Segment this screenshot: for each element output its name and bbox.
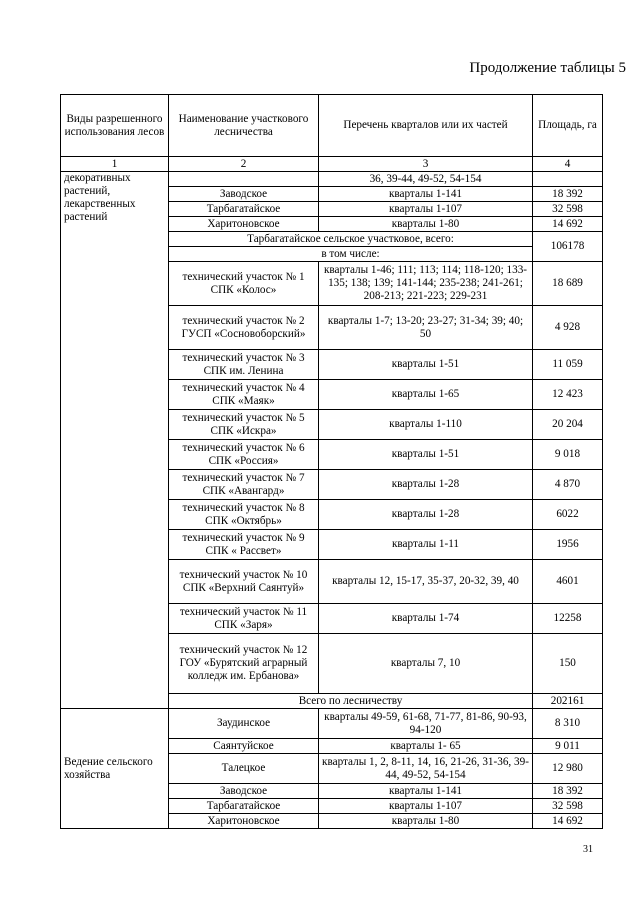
forestry-cell xyxy=(169,172,319,187)
area-cell: 12258 xyxy=(533,604,603,634)
area-cell: 12 980 xyxy=(533,754,603,784)
area-cell: 4 870 xyxy=(533,470,603,500)
forestry-cell: Заводское xyxy=(169,187,319,202)
page-number: 31 xyxy=(583,844,593,855)
col-number: 1 xyxy=(61,157,169,172)
header-use-type: Виды разрешенного использования лесов xyxy=(61,95,169,157)
quarters-cell: кварталы 1- 65 xyxy=(319,739,533,754)
forestry-cell: Тарбагатайское xyxy=(169,202,319,217)
total-area: 202161 xyxy=(533,694,603,709)
header-area: Площадь, га xyxy=(533,95,603,157)
forestry-cell: Талецкое xyxy=(169,754,319,784)
forestry-cell: Заводское xyxy=(169,784,319,799)
forestry-cell: технический участок № 11 СПК «Заря» xyxy=(169,604,319,634)
area-cell: 32 598 xyxy=(533,799,603,814)
forestry-cell: Саянтуйское xyxy=(169,739,319,754)
quarters-cell: 36, 39-44, 49-52, 54-154 xyxy=(319,172,533,187)
forestry-cell: технический участок № 6 СПК «Россия» xyxy=(169,440,319,470)
quarters-cell: кварталы 1-7; 13-20; 23-27; 31-34; 39; 40; 50 xyxy=(319,306,533,350)
forestry-cell: Тарбагатайское xyxy=(169,799,319,814)
col-number: 2 xyxy=(169,157,319,172)
quarters-cell: кварталы 1-51 xyxy=(319,440,533,470)
header-quarters: Перечень кварталов или их частей xyxy=(319,95,533,157)
area-cell: 4 928 xyxy=(533,306,603,350)
area-cell: 9 018 xyxy=(533,440,603,470)
forestry-cell: технический участок № 9 СПК « Рассвет» xyxy=(169,530,319,560)
table-row xyxy=(61,709,603,739)
quarters-cell: кварталы 1-46; 111; 113; 114; 118-120; 133-135; 138; 139; 141-144; 235-238; 241-261; 208-213; 221-223; 229-231 xyxy=(319,262,533,306)
area-cell: 8 310 xyxy=(533,709,603,739)
forestry-cell: Харитоновское xyxy=(169,814,319,829)
area-cell: 18 392 xyxy=(533,187,603,202)
area-cell: 150 xyxy=(533,634,603,694)
use-type-decorative: декоративных растений, лекарственных растений xyxy=(61,172,169,709)
table-caption: Продолжение таблицы 5 xyxy=(469,60,626,76)
area-cell: 6022 xyxy=(533,500,603,530)
quarters-cell: кварталы 1-141 xyxy=(319,784,533,799)
area-cell: 9 011 xyxy=(533,739,603,754)
area-cell: 32 598 xyxy=(533,202,603,217)
quarters-cell: кварталы 1-141 xyxy=(319,187,533,202)
quarters-cell: кварталы 1-80 xyxy=(319,814,533,829)
forestry-cell: технический участок № 2 ГУСП «Сосновоборский» xyxy=(169,306,319,350)
header-forestry: Наименование участкового лесничества xyxy=(169,95,319,157)
quarters-cell: кварталы 1-107 xyxy=(319,202,533,217)
area-cell: 14 692 xyxy=(533,217,603,232)
quarters-cell: кварталы 1-74 xyxy=(319,604,533,634)
forestry-cell: технический участок № 12 ГОУ «Бурятский аграрный колледж им. Ербанова» xyxy=(169,634,319,694)
forestry-cell: Заудинское xyxy=(169,709,319,739)
forestry-cell: технический участок № 8 СПК «Октябрь» xyxy=(169,500,319,530)
subtotal-label: Тарбагатайское сельское участковое, всего: xyxy=(169,232,533,247)
header-row xyxy=(61,95,603,157)
quarters-cell: кварталы 1-51 xyxy=(319,350,533,380)
quarters-cell: кварталы 1, 2, 8-11, 14, 16, 21-26, 31-36, 39-44, 49-52, 54-154 xyxy=(319,754,533,784)
area-cell: 18 689 xyxy=(533,262,603,306)
total-label: Всего по лесничеству xyxy=(169,694,533,709)
area-cell: 4601 xyxy=(533,560,603,604)
area-cell: 14 692 xyxy=(533,814,603,829)
quarters-cell: кварталы 1-80 xyxy=(319,217,533,232)
area-cell: 1956 xyxy=(533,530,603,560)
subtotal-area: 106178 xyxy=(533,232,603,262)
col-number: 3 xyxy=(319,157,533,172)
quarters-cell: кварталы 7, 10 xyxy=(319,634,533,694)
forestry-cell: технический участок № 4 СПК «Маяк» xyxy=(169,380,319,410)
quarters-cell: кварталы 12, 15-17, 35-37, 20-32, 39, 40 xyxy=(319,560,533,604)
use-type-agriculture: Ведение сельского хозяйства xyxy=(61,709,169,829)
area-cell xyxy=(533,172,603,187)
forestry-cell: технический участок № 10 СПК «Верхний Саянтуй» xyxy=(169,560,319,604)
forest-use-table xyxy=(60,94,603,829)
quarters-cell: кварталы 1-65 xyxy=(319,380,533,410)
quarters-cell: кварталы 1-28 xyxy=(319,500,533,530)
forestry-cell: технический участок № 5 СПК «Искра» xyxy=(169,410,319,440)
quarters-cell: кварталы 1-110 xyxy=(319,410,533,440)
area-cell: 11 059 xyxy=(533,350,603,380)
col-number: 4 xyxy=(533,157,603,172)
forestry-cell: технический участок № 1 СПК «Колос» xyxy=(169,262,319,306)
forestry-cell: технический участок № 7 СПК «Авангард» xyxy=(169,470,319,500)
area-cell: 20 204 xyxy=(533,410,603,440)
forestry-cell: Харитоновское xyxy=(169,217,319,232)
including-label: в том числе: xyxy=(169,247,533,262)
quarters-cell: кварталы 49-59, 61-68, 71-77, 81-86, 90-93, 94-120 xyxy=(319,709,533,739)
quarters-cell: кварталы 1-107 xyxy=(319,799,533,814)
quarters-cell: кварталы 1-28 xyxy=(319,470,533,500)
column-number-row xyxy=(61,157,603,172)
area-cell: 12 423 xyxy=(533,380,603,410)
quarters-cell: кварталы 1-11 xyxy=(319,530,533,560)
area-cell: 18 392 xyxy=(533,784,603,799)
table-row xyxy=(61,172,603,187)
forestry-cell: технический участок № 3 СПК им. Ленина xyxy=(169,350,319,380)
